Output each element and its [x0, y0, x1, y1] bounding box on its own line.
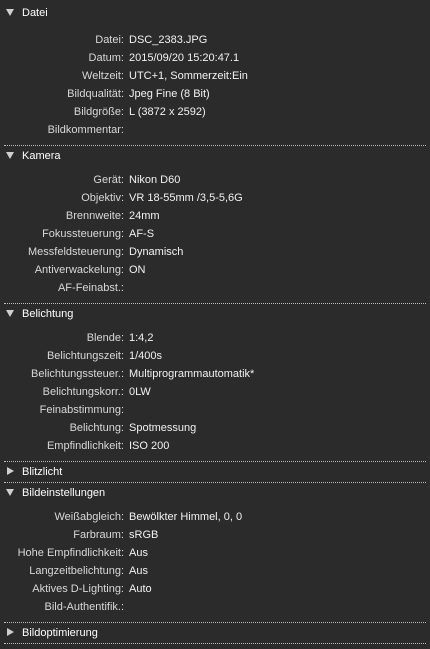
- section-title: Belichtung: [22, 308, 74, 320]
- info-value: VR 18-55mm /3,5-5,6G: [129, 192, 243, 204]
- info-row: [0, 580, 430, 598]
- info-label: Datum:: [88, 52, 124, 64]
- section-title: Blitzlicht: [22, 466, 63, 478]
- info-value: Bewölkter Himmel, 0, 0: [129, 511, 243, 523]
- info-value: Auto: [129, 583, 152, 595]
- info-value: Multiprogrammautomatik*: [129, 368, 255, 380]
- info-value: 2015/09/20 15:20:47.1: [129, 52, 240, 64]
- info-value: sRGB: [129, 529, 159, 541]
- section-rows: [0, 324, 430, 455]
- info-value: [124, 401, 129, 419]
- collapse-triangle-icon[interactable]: [6, 489, 14, 496]
- section-blitzlicht: [0, 462, 430, 483]
- info-label: Weltzeit:: [82, 70, 124, 82]
- info-value: DSC_2383.JPG: [129, 34, 208, 46]
- info-label: Hohe Empfindlichkeit:: [17, 547, 124, 559]
- section-header-kamera[interactable]: [0, 146, 430, 166]
- section-divider: [4, 643, 426, 644]
- section-title: Kamera: [22, 150, 61, 162]
- info-label: Bildqualität:: [67, 88, 124, 100]
- info-label: Bildkommentar:: [47, 124, 124, 136]
- info-label: Brennweite:: [65, 210, 124, 222]
- info-row: [0, 121, 430, 139]
- info-value: ISO 200: [129, 440, 170, 452]
- info-row: [0, 189, 430, 207]
- info-value: AF-S: [129, 228, 155, 240]
- section-rows: [0, 26, 430, 139]
- info-value: Aus: [129, 547, 148, 559]
- collapse-triangle-icon[interactable]: [6, 152, 14, 159]
- info-value: Nikon D60: [129, 174, 181, 186]
- section-bildoptimierung: [0, 623, 430, 644]
- info-label: Farbraum:: [73, 529, 124, 541]
- info-value: 24mm: [129, 210, 160, 222]
- info-label: Datei:: [95, 34, 124, 46]
- section-header-blitzlicht[interactable]: [0, 462, 430, 482]
- section-datei: [0, 0, 430, 146]
- info-label: Weißabgleich:: [54, 511, 124, 523]
- info-value: 1:4,2: [129, 332, 154, 344]
- info-label: AF-Feinabst.:: [57, 282, 124, 294]
- info-row: [0, 383, 430, 401]
- info-label: Belichtung:: [69, 422, 124, 434]
- info-row: [0, 526, 430, 544]
- info-row: [0, 544, 430, 562]
- section-header-datei[interactable]: [0, 0, 430, 26]
- info-value: Jpeg Fine (8 Bit): [129, 88, 210, 100]
- section-title: Bildoptimierung: [22, 627, 98, 639]
- info-row: [0, 598, 430, 616]
- section-header-bildoptimierung[interactable]: [0, 623, 430, 643]
- info-value: [124, 121, 129, 139]
- info-row: [0, 419, 430, 437]
- section-header-bildeinstellungen[interactable]: [0, 483, 430, 503]
- info-label: Empfindlichkeit:: [46, 440, 124, 452]
- info-row: [0, 261, 430, 279]
- section-rows: [0, 503, 430, 616]
- info-label: Belichtungssteuer.:: [31, 368, 124, 380]
- info-row: [0, 225, 430, 243]
- info-value: 1/400s: [129, 350, 163, 362]
- info-label: Belichtungskorr.:: [42, 386, 124, 398]
- collapse-triangle-icon[interactable]: [6, 310, 14, 317]
- info-label: Feinabstimmung:: [39, 404, 124, 416]
- info-label: Bildgröße:: [73, 106, 124, 118]
- section-rows: [0, 166, 430, 297]
- info-row: [0, 329, 430, 347]
- info-row: [0, 508, 430, 526]
- info-label: Aktives D-Lighting:: [32, 583, 124, 595]
- section-title: Bildeinstellungen: [22, 487, 106, 499]
- info-row: [0, 171, 430, 189]
- info-value: Spotmessung: [129, 422, 197, 434]
- section-title: Datei: [22, 7, 48, 19]
- info-row: [0, 103, 430, 121]
- info-row: [0, 67, 430, 85]
- info-row: [0, 85, 430, 103]
- info-value: 0LW: [129, 386, 151, 398]
- info-label: Langzeitbelichtung:: [29, 565, 124, 577]
- info-label: Blende:: [86, 332, 124, 344]
- info-value: ON: [129, 264, 146, 276]
- info-label: Messfeldsteuerung:: [28, 246, 124, 258]
- info-value: [124, 598, 129, 616]
- info-value: Aus: [129, 565, 148, 577]
- collapse-triangle-icon[interactable]: [6, 9, 14, 16]
- expand-triangle-icon[interactable]: [7, 628, 14, 636]
- info-value: Dynamisch: [129, 246, 184, 258]
- section-bildeinstellungen: [0, 483, 430, 623]
- info-row: [0, 31, 430, 49]
- info-row: [0, 279, 430, 297]
- section-belichtung: [0, 304, 430, 462]
- info-value: UTC+1, Sommerzeit:Ein: [129, 70, 248, 82]
- section-kamera: [0, 146, 430, 304]
- info-row: [0, 437, 430, 455]
- info-row: [0, 365, 430, 383]
- info-label: Bild-Authentifik.:: [44, 601, 124, 613]
- info-value: L (3872 x 2592): [129, 106, 206, 118]
- info-label: Gerät:: [93, 174, 124, 186]
- info-row: [0, 207, 430, 225]
- info-row: [0, 347, 430, 365]
- info-row: [0, 562, 430, 580]
- expand-triangle-icon[interactable]: [7, 467, 14, 475]
- info-label: Antiverwackelung:: [34, 264, 124, 276]
- info-label: Belichtungszeit:: [46, 350, 124, 362]
- info-row: [0, 401, 430, 419]
- info-value: [124, 279, 129, 297]
- info-row: [0, 243, 430, 261]
- section-header-belichtung[interactable]: [0, 304, 430, 324]
- info-label: Fokussteuerung:: [42, 228, 124, 240]
- info-label: Objektiv:: [81, 192, 124, 204]
- info-row: [0, 49, 430, 67]
